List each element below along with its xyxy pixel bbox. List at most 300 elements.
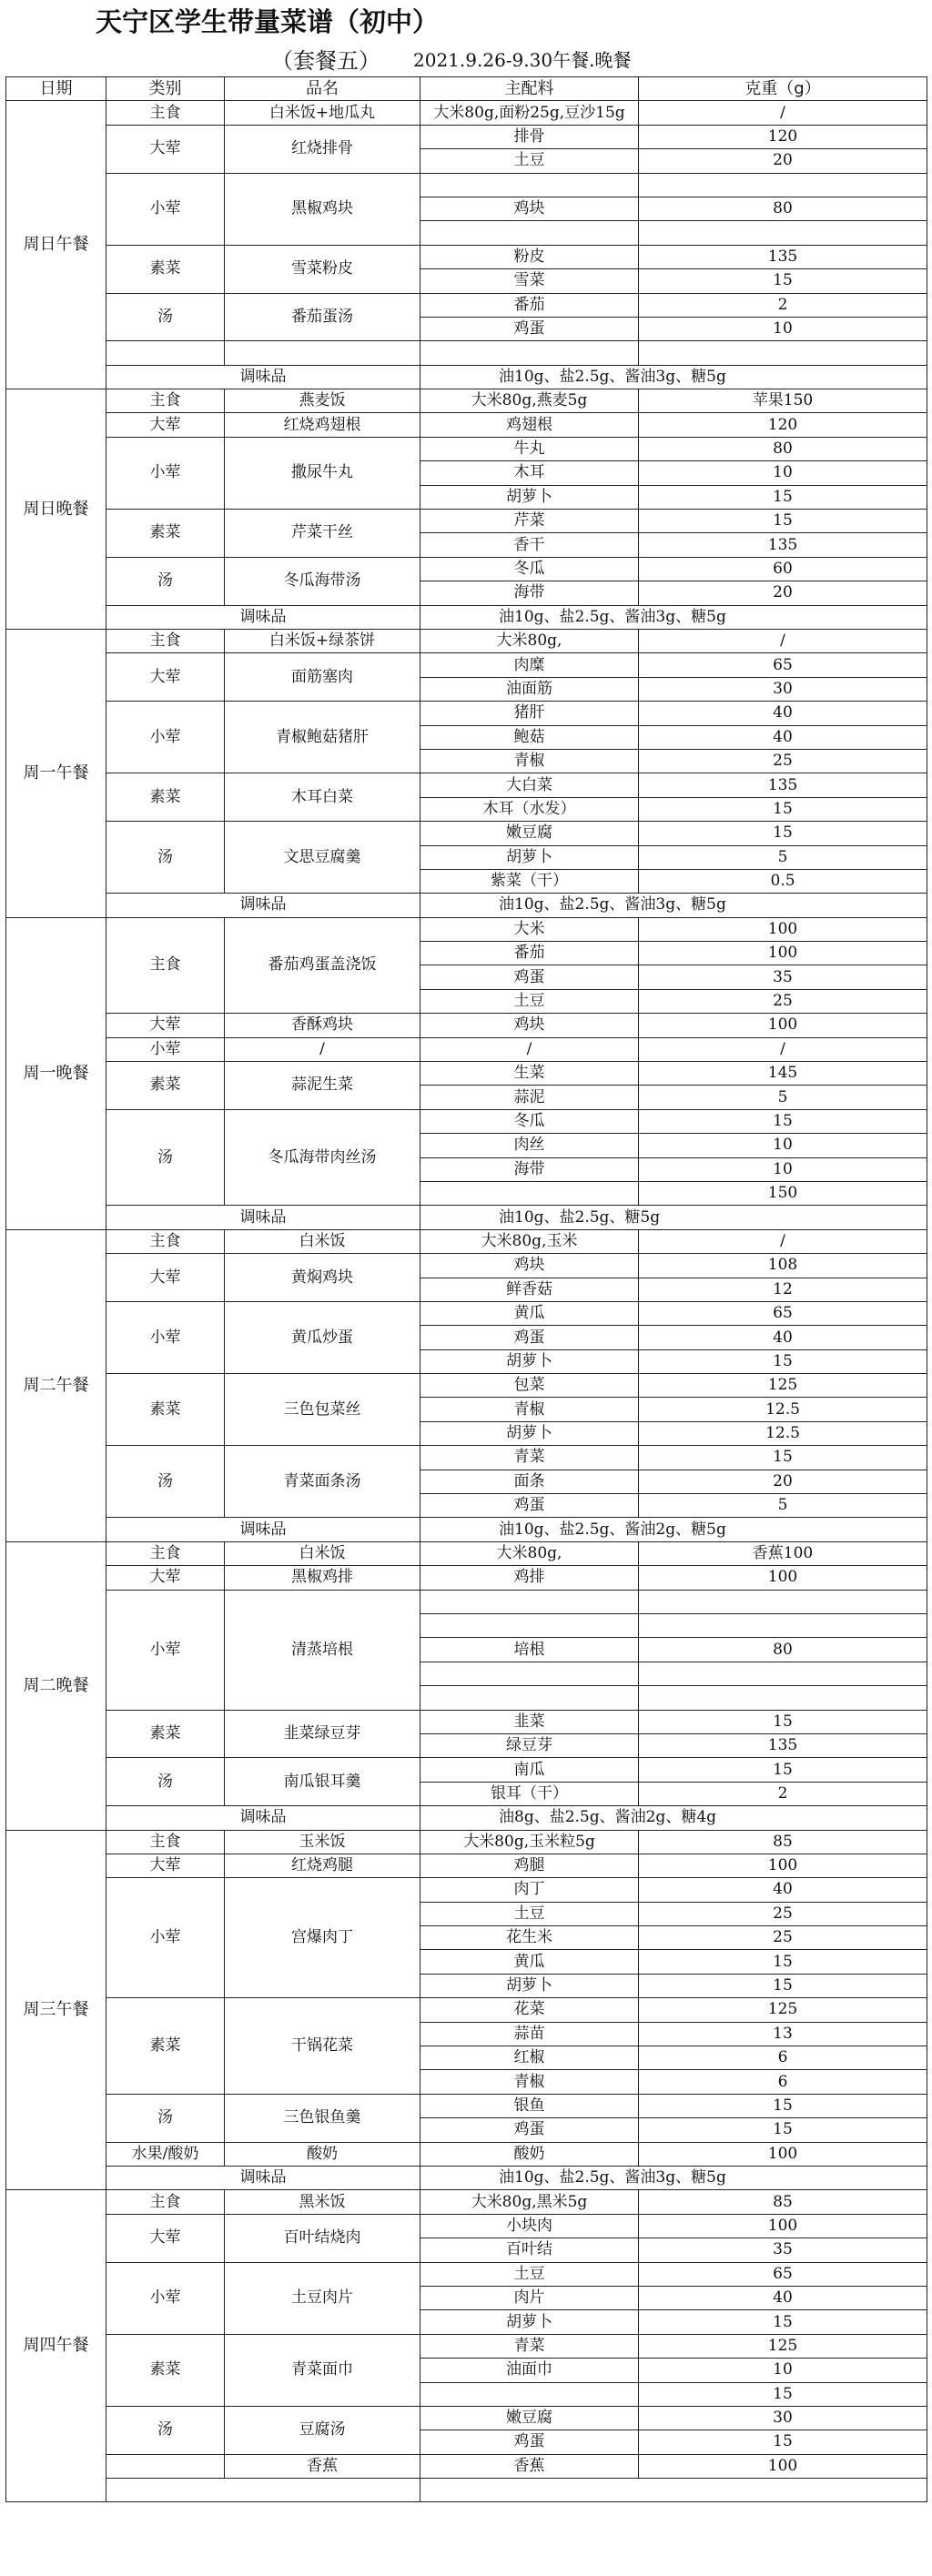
dish-cell: 番茄蛋汤: [225, 293, 420, 341]
category-cell: 汤: [106, 2406, 225, 2454]
header-dish: 品名: [225, 77, 420, 101]
ingredient-cell: 油面筋: [420, 677, 639, 701]
dish-cell: 白米饭: [225, 1541, 420, 1565]
dish-cell: 香酥鸡块: [225, 1014, 420, 1037]
weight-cell: 135: [639, 245, 927, 268]
ingredient-cell: 大白菜: [420, 773, 639, 797]
category-cell: 素菜: [106, 245, 225, 293]
weight-cell: 120: [639, 413, 927, 437]
weight-cell: 80: [639, 437, 927, 460]
weight-cell: 6: [639, 2070, 927, 2094]
dish-cell: 撒尿牛丸: [225, 437, 420, 509]
weight-cell: 12.5: [639, 1421, 927, 1445]
seasoning-row: [6, 365, 927, 389]
weight-cell: 80: [639, 197, 927, 220]
ingredient-cell: 油面巾: [420, 2359, 639, 2382]
ingredient-cell: 大米80g,面粉25g,豆沙15g: [420, 101, 639, 125]
category-cell: 素菜: [106, 1710, 225, 1758]
table-row: [6, 1758, 927, 1782]
seasoning-value: 油10g、盐2.5g、酱油3g、糖5g: [420, 2166, 927, 2189]
header-ingredient: 主配料: [420, 77, 639, 101]
seasoning-value: [420, 2479, 927, 2502]
category-cell: 汤: [106, 1758, 225, 1806]
ingredient-cell: 花生米: [420, 1926, 639, 1950]
table-row: [6, 2094, 927, 2117]
dish-cell: 玉米饭: [225, 1830, 420, 1854]
weight-cell: /: [639, 1037, 927, 1061]
ingredient-cell: 银耳（干）: [420, 1782, 639, 1805]
ingredient-cell: 大米80g,玉米粒5g: [420, 1830, 639, 1854]
ingredient-cell: 鸡蛋: [420, 1494, 639, 1518]
seasoning-value: 油8g、盐2.5g、酱油2g、糖4g: [420, 1806, 927, 1830]
weight-cell: 35: [639, 2238, 927, 2262]
ingredient-cell: 海带: [420, 581, 639, 605]
weight-cell: 20: [639, 149, 927, 173]
category-cell: 大荤: [106, 1566, 225, 1590]
weight-cell: [639, 341, 927, 365]
ingredient-cell: [420, 173, 639, 197]
dish-cell: 清蒸培根: [225, 1590, 420, 1710]
category-cell: 素菜: [106, 773, 225, 822]
weight-cell: 15: [639, 797, 927, 821]
weight-cell: 25: [639, 1902, 927, 1925]
weight-cell: 15: [639, 1349, 927, 1373]
header-category: 类别: [106, 77, 225, 101]
weight-cell: 40: [639, 1878, 927, 1902]
seasoning-label: 调味品: [106, 365, 420, 389]
table-row: [6, 341, 927, 365]
ingredient-cell: 酸奶: [420, 2142, 639, 2166]
day-cell: 周四午餐: [6, 2190, 106, 2502]
table-row: [6, 2406, 927, 2430]
category-cell: 大荤: [106, 125, 225, 173]
weight-cell: [639, 173, 927, 197]
dish-cell: 三色包菜丝: [225, 1374, 420, 1446]
seasoning-label: 调味品: [106, 1206, 420, 1229]
ingredient-cell: [420, 1590, 639, 1613]
ingredient-cell: 鸡蛋: [420, 965, 639, 989]
weight-cell: 65: [639, 653, 927, 677]
ingredient-cell: 鸡翅根: [420, 413, 639, 437]
dish-cell: 干锅花菜: [225, 1998, 420, 2095]
ingredient-cell: 大米: [420, 917, 639, 941]
weight-cell: 15: [639, 1758, 927, 1782]
table-row: [6, 510, 927, 533]
ingredient-cell: 木耳: [420, 461, 639, 485]
ingredient-cell: 红椒: [420, 2046, 639, 2070]
ingredient-cell: 木耳（水发）: [420, 797, 639, 821]
category-cell: 小荤: [106, 1590, 225, 1710]
ingredient-cell: 南瓜: [420, 1758, 639, 1782]
table-row: [6, 1446, 927, 1470]
table-row: [6, 1566, 927, 1590]
ingredient-cell: 青菜: [420, 2334, 639, 2358]
table-row: [6, 2454, 927, 2478]
seasoning-value: 油10g、盐2.5g、酱油3g、糖5g: [420, 894, 927, 917]
category-cell: 素菜: [106, 510, 225, 558]
ingredient-cell: [420, 1614, 639, 1638]
weight-cell: 25: [639, 989, 927, 1013]
table-row: [6, 245, 927, 268]
category-cell: 小荤: [106, 437, 225, 509]
ingredient-cell: 番茄: [420, 293, 639, 317]
weight-cell: 100: [639, 2142, 927, 2166]
weight-cell: 125: [639, 2334, 927, 2358]
weight-cell: 0.5: [639, 869, 927, 893]
weight-cell: 5: [639, 1494, 927, 1518]
set-name: （套餐五）: [271, 47, 380, 74]
weight-cell: 100: [639, 1014, 927, 1037]
table-row: [6, 2334, 927, 2358]
weight-cell: 15: [639, 2118, 927, 2142]
day-cell: 周二午餐: [6, 1229, 106, 1541]
table-row: [6, 1541, 927, 1565]
weight-cell: /: [639, 101, 927, 125]
day-cell: 周日晚餐: [6, 389, 106, 630]
weight-cell: 12: [639, 1278, 927, 1301]
dish-cell: 红烧排骨: [225, 125, 420, 173]
weight-cell: 15: [639, 1109, 927, 1133]
category-cell: [106, 2454, 225, 2478]
ingredient-cell: 黄瓜: [420, 1950, 639, 1974]
weight-cell: 65: [639, 2262, 927, 2286]
ingredient-cell: [420, 2382, 639, 2406]
table-row: [6, 1254, 927, 1278]
weight-cell: [639, 1614, 927, 1638]
ingredient-cell: 肉丁: [420, 1878, 639, 1902]
category-cell: 大荤: [106, 1014, 225, 1037]
weight-cell: 65: [639, 1301, 927, 1325]
ingredient-cell: 土豆: [420, 149, 639, 173]
ingredient-cell: 胡萝卜: [420, 1974, 639, 1997]
category-cell: 主食: [106, 1541, 225, 1565]
weight-cell: 20: [639, 581, 927, 605]
ingredient-cell: 紫菜（干）: [420, 869, 639, 893]
table-row: [6, 1854, 927, 1877]
ingredient-cell: 绿豆芽: [420, 1733, 639, 1757]
weight-cell: 100: [639, 1566, 927, 1590]
dish-cell: 雪菜粉皮: [225, 245, 420, 293]
ingredient-cell: 香蕉: [420, 2454, 639, 2478]
header-date: 日期: [6, 77, 106, 101]
table-row: [6, 1062, 927, 1086]
weight-cell: 120: [639, 125, 927, 148]
dish-cell: 冬瓜海带肉丝汤: [225, 1109, 420, 1206]
dish-cell: 木耳白菜: [225, 773, 420, 822]
seasoning-row: [6, 1806, 927, 1830]
ingredient-cell: 冬瓜: [420, 1109, 639, 1133]
ingredient-cell: 百叶结: [420, 2238, 639, 2262]
weight-cell: 100: [639, 917, 927, 941]
category-cell: 主食: [106, 101, 225, 125]
ingredient-cell: 芹菜: [420, 510, 639, 533]
weight-cell: [639, 1686, 927, 1710]
weight-cell: 25: [639, 749, 927, 773]
day-cell: 周一午餐: [6, 629, 106, 917]
seasoning-value: 油10g、盐2.5g、酱油3g、糖5g: [420, 605, 927, 629]
weight-cell: 80: [639, 1638, 927, 1662]
dish-cell: [225, 341, 420, 365]
dish-cell: 蒜泥生菜: [225, 1062, 420, 1110]
dish-cell: 冬瓜海带汤: [225, 557, 420, 605]
ingredient-cell: 鸡蛋: [420, 2118, 639, 2142]
dish-cell: 三色银鱼羹: [225, 2094, 420, 2142]
category-cell: 汤: [106, 557, 225, 605]
weight-cell: [639, 1662, 927, 1685]
ingredient-cell: 小块肉: [420, 2214, 639, 2238]
ingredient-cell: 面条: [420, 1470, 639, 1493]
seasoning-label: 调味品: [106, 1518, 420, 1541]
ingredient-cell: 胡萝卜: [420, 845, 639, 869]
dish-cell: 黄焖鸡块: [225, 1254, 420, 1302]
table-row: [6, 1998, 927, 2022]
table-row: [6, 773, 927, 797]
weight-cell: 15: [639, 510, 927, 533]
category-cell: 大荤: [106, 413, 225, 437]
table-row: [6, 101, 927, 125]
ingredient-cell: 鸡块: [420, 1254, 639, 1278]
category-cell: 小荤: [106, 173, 225, 245]
category-cell: 主食: [106, 2190, 225, 2214]
weight-cell: 100: [639, 2454, 927, 2478]
weight-cell: /: [639, 629, 927, 652]
ingredient-cell: [420, 1181, 639, 1205]
ingredient-cell: 胡萝卜: [420, 485, 639, 509]
weight-cell: 10: [639, 2359, 927, 2382]
table-row: [6, 1590, 927, 1613]
ingredient-cell: 香干: [420, 533, 639, 557]
ingredient-cell: 青椒: [420, 749, 639, 773]
seasoning-label: 调味品: [106, 894, 420, 917]
header-weight: 克重（g）: [639, 77, 927, 101]
ingredient-cell: 花菜: [420, 1998, 639, 2022]
category-cell: 大荤: [106, 1254, 225, 1302]
dish-cell: 百叶结烧肉: [225, 2214, 420, 2262]
weight-cell: 25: [639, 1926, 927, 1950]
ingredient-cell: 肉片: [420, 2286, 639, 2309]
ingredient-cell: 番茄: [420, 942, 639, 965]
category-cell: 小荤: [106, 702, 225, 773]
category-cell: 汤: [106, 293, 225, 341]
day-cell: 周日午餐: [6, 101, 106, 389]
ingredient-cell: 鸡蛋: [420, 2430, 639, 2454]
ingredient-cell: 嫩豆腐: [420, 2406, 639, 2430]
category-cell: 素菜: [106, 1374, 225, 1446]
category-cell: 水果/酸奶: [106, 2142, 225, 2166]
ingredient-cell: 鸡排: [420, 1566, 639, 1590]
category-cell: 汤: [106, 822, 225, 894]
weight-cell: 15: [639, 1710, 927, 1733]
day-cell: 周一晚餐: [6, 917, 106, 1229]
table-row: [6, 437, 927, 460]
weight-cell: 苹果150: [639, 389, 927, 413]
weight-cell: 40: [639, 725, 927, 749]
table-row: [6, 1374, 927, 1398]
seasoning-label: [106, 2479, 420, 2502]
dish-cell: 黑椒鸡排: [225, 1566, 420, 1590]
weight-cell: 13: [639, 2022, 927, 2046]
weight-cell: 15: [639, 822, 927, 845]
weight-cell: 15: [639, 1974, 927, 1997]
ingredient-cell: 蒜泥: [420, 1086, 639, 1109]
dish-cell: 番茄鸡蛋盖浇饭: [225, 917, 420, 1014]
weight-cell: 香蕉100: [639, 1541, 927, 1565]
weight-cell: 100: [639, 2214, 927, 2238]
weight-cell: 15: [639, 1950, 927, 1974]
dish-cell: 青菜面条汤: [225, 1446, 420, 1518]
weight-cell: 30: [639, 2406, 927, 2430]
weight-cell: 10: [639, 1157, 927, 1181]
category-cell: 汤: [106, 2094, 225, 2142]
dish-cell: 红烧鸡翅根: [225, 413, 420, 437]
dish-cell: 香蕉: [225, 2454, 420, 2478]
date-range: 2021.9.26-9.30午餐.晚餐: [413, 48, 632, 71]
ingredient-cell: 青椒: [420, 2070, 639, 2094]
ingredient-cell: 土豆: [420, 2262, 639, 2286]
weight-cell: 85: [639, 1830, 927, 1854]
table-row: [6, 822, 927, 845]
weight-cell: 85: [639, 2190, 927, 2214]
weight-cell: [639, 221, 927, 245]
table-row: [6, 1878, 927, 1902]
ingredient-cell: 培根: [420, 1638, 639, 1662]
ingredient-cell: 鸡块: [420, 197, 639, 220]
weight-cell: [639, 1590, 927, 1613]
table-row: [6, 557, 927, 581]
subtitle-row: [0, 40, 932, 76]
ingredient-cell: 胡萝卜: [420, 1349, 639, 1373]
ingredient-cell: 黄瓜: [420, 1301, 639, 1325]
dish-cell: 黄瓜炒蛋: [225, 1301, 420, 1373]
weight-cell: 15: [639, 269, 927, 293]
seasoning-label: 调味品: [106, 605, 420, 629]
category-cell: 主食: [106, 917, 225, 1014]
table-row: [6, 1109, 927, 1133]
category-cell: 大荤: [106, 653, 225, 702]
weight-cell: 40: [639, 2286, 927, 2309]
ingredient-cell: 韭菜: [420, 1710, 639, 1733]
table-row: [6, 293, 927, 317]
table-row: [6, 173, 927, 197]
table-row: [6, 125, 927, 148]
ingredient-cell: 包菜: [420, 1374, 639, 1398]
ingredient-cell: [420, 1662, 639, 1685]
table-row: [6, 702, 927, 725]
ingredient-cell: 猪肝: [420, 702, 639, 725]
ingredient-cell: 大米80g,玉米: [420, 1229, 639, 1253]
seasoning-value: 油10g、盐2.5g、酱油2g、糖5g: [420, 1518, 927, 1541]
dish-cell: 黑米饭: [225, 2190, 420, 2214]
weight-cell: 40: [639, 1326, 927, 1349]
category-cell: 主食: [106, 629, 225, 652]
seasoning-row: [6, 2479, 927, 2502]
ingredient-cell: 大米80g,: [420, 629, 639, 652]
seasoning-row: [6, 1518, 927, 1541]
dish-cell: 燕麦饭: [225, 389, 420, 413]
ingredient-cell: 鸡腿: [420, 1854, 639, 1877]
ingredient-cell: 鲍菇: [420, 725, 639, 749]
table-row: [6, 629, 927, 652]
weight-cell: 108: [639, 1254, 927, 1278]
seasoning-value: 油10g、盐2.5g、糖5g: [420, 1206, 927, 1229]
ingredient-cell: 海带: [420, 1157, 639, 1181]
weight-cell: 12.5: [639, 1398, 927, 1421]
category-cell: 小荤: [106, 1301, 225, 1373]
category-cell: [106, 341, 225, 365]
seasoning-label: 调味品: [106, 2166, 420, 2189]
weight-cell: 2: [639, 1782, 927, 1805]
table-row: [6, 1037, 927, 1061]
ingredient-cell: 胡萝卜: [420, 1421, 639, 1445]
weight-cell: 2: [639, 293, 927, 317]
weight-cell: 35: [639, 965, 927, 989]
table-row: [6, 2142, 927, 2166]
ingredient-cell: 鸡蛋: [420, 317, 639, 340]
table-row: [6, 917, 927, 941]
day-cell: 周二晚餐: [6, 1541, 106, 1830]
category-cell: 主食: [106, 389, 225, 413]
ingredient-cell: [420, 1686, 639, 1710]
ingredient-cell: 鲜香菇: [420, 1278, 639, 1301]
dish-cell: 土豆肉片: [225, 2262, 420, 2334]
day-cell: 周三午餐: [6, 1830, 106, 2190]
weight-cell: 145: [639, 1062, 927, 1086]
page-title: 天宁区学生带量菜谱（初中）: [96, 5, 440, 37]
table-row: [6, 1710, 927, 1733]
ingredient-cell: /: [420, 1037, 639, 1061]
ingredient-cell: 肉糜: [420, 653, 639, 677]
dish-cell: 文思豆腐羹: [225, 822, 420, 894]
ingredient-cell: 牛丸: [420, 437, 639, 460]
ingredient-cell: [420, 341, 639, 365]
dish-cell: 白米饭+地瓜丸: [225, 101, 420, 125]
weight-cell: 135: [639, 773, 927, 797]
weight-cell: 15: [639, 1446, 927, 1470]
ingredient-cell: 冬瓜: [420, 557, 639, 581]
dish-cell: 红烧鸡腿: [225, 1854, 420, 1877]
header-row: [6, 77, 927, 101]
dish-cell: 宫爆肉丁: [225, 1878, 420, 1998]
table-row: [6, 2214, 927, 2238]
weight-cell: 125: [639, 1374, 927, 1398]
weight-cell: 15: [639, 2310, 927, 2334]
table-row: [6, 2262, 927, 2286]
dish-cell: 白米饭+绿茶饼: [225, 629, 420, 652]
weight-cell: /: [639, 1229, 927, 1253]
menu-table: [5, 76, 927, 2502]
seasoning-row: [6, 894, 927, 917]
table-row: [6, 1830, 927, 1854]
ingredient-cell: 银鱼: [420, 2094, 639, 2117]
seasoning-row: [6, 2166, 927, 2189]
weight-cell: 15: [639, 2430, 927, 2454]
ingredient-cell: 蒜苗: [420, 2022, 639, 2046]
dish-cell: 韭菜绿豆芽: [225, 1710, 420, 1758]
category-cell: 素菜: [106, 1062, 225, 1110]
ingredient-cell: [420, 221, 639, 245]
ingredient-cell: 青椒: [420, 1398, 639, 1421]
dish-cell: 青椒鲍菇猪肝: [225, 702, 420, 773]
weight-cell: 30: [639, 677, 927, 701]
category-cell: 汤: [106, 1446, 225, 1518]
dish-cell: 面筋塞肉: [225, 653, 420, 702]
ingredient-cell: 土豆: [420, 1902, 639, 1925]
table-row: [6, 389, 927, 413]
ingredient-cell: 粉皮: [420, 245, 639, 268]
ingredient-cell: 胡萝卜: [420, 2310, 639, 2334]
weight-cell: 135: [639, 1733, 927, 1757]
table-row: [6, 1301, 927, 1325]
